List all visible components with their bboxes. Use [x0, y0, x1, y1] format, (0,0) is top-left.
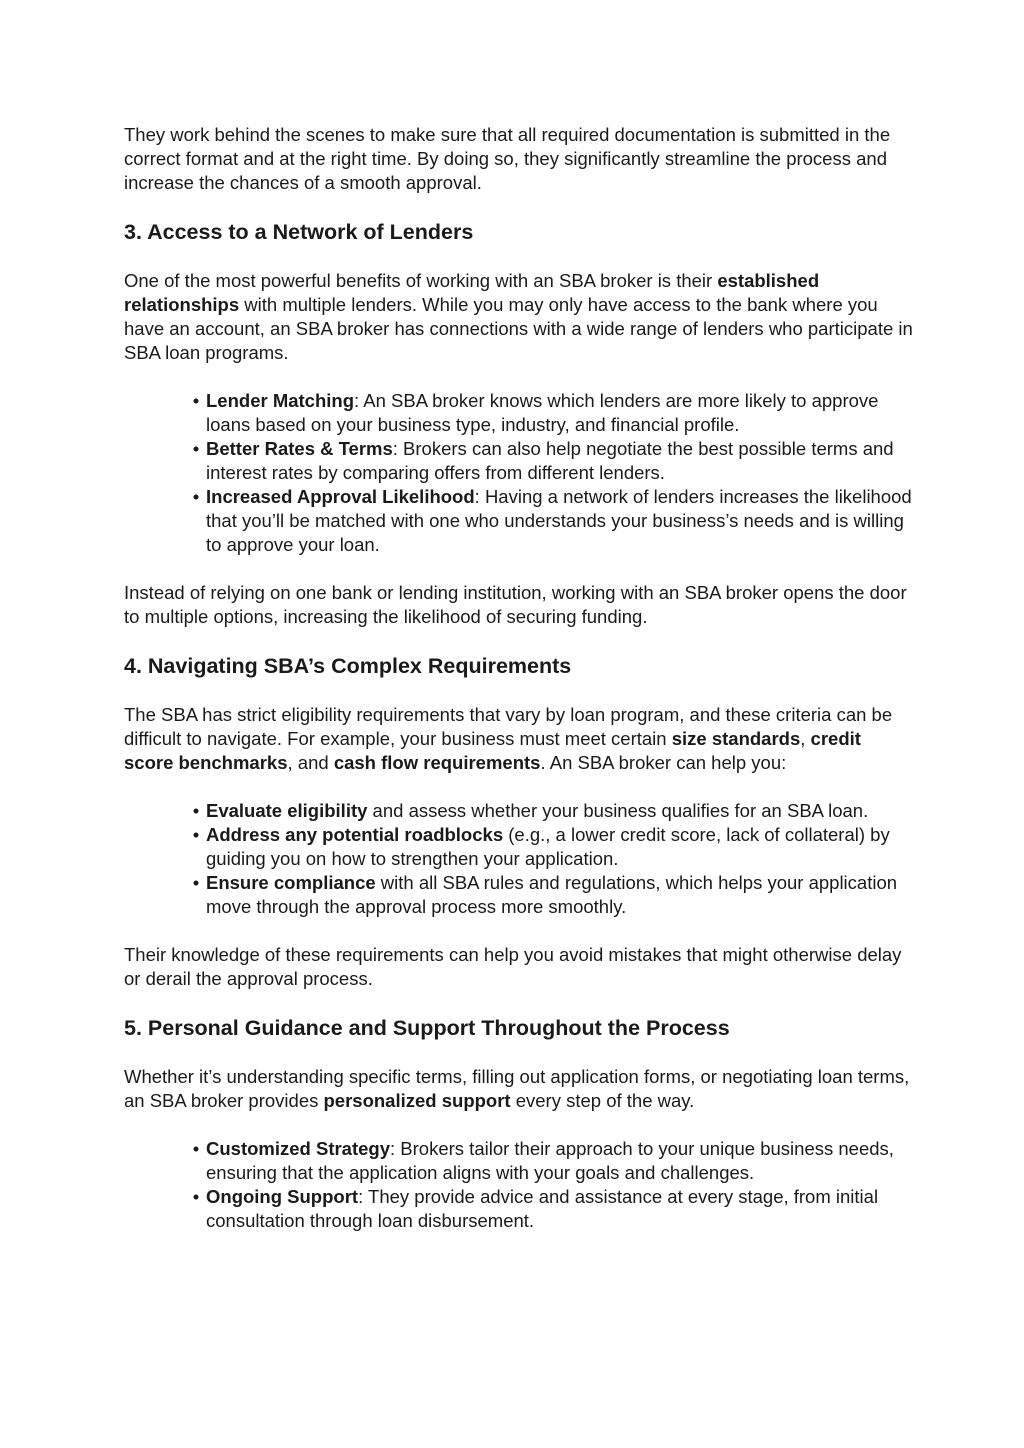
section-3-heading: 3. Access to a Network of Lenders: [124, 220, 474, 244]
bullet-icon: •: [192, 800, 200, 821]
bullet-text: : An SBA broker knows which lenders are more likely to approve loans based on your business type, industry, and financial profile.: [206, 390, 879, 435]
bullet-text: : They provide advice and assistance at every stage, from initial consultation through loan disbursement.: [206, 1186, 879, 1231]
text-run: . An SBA broker can help you:: [540, 752, 787, 773]
list-item: [124, 437, 914, 485]
bullet-icon: •: [192, 438, 200, 459]
bullet-text: : Having a network of lenders increases the likelihood that you’ll be matched with one who understands your business’s needs and is willing to approve your loan.: [206, 486, 912, 555]
section-3-closing: Instead of relying on one bank or lending institution, working with an SBA broker opens the door to multiple options, increasing the likelihood of securing funding.: [124, 582, 907, 627]
section-4-bullet-list: [124, 799, 914, 919]
section-5-bullet-list: [124, 1137, 914, 1233]
list-item: [124, 871, 914, 919]
list-item: [124, 1185, 914, 1233]
text-run: ,: [800, 728, 811, 749]
bullet-term: Ensure compliance: [206, 872, 376, 893]
bullet-text: and assess whether your business qualifies for an SBA loan.: [367, 800, 869, 821]
text-run: , and: [287, 752, 334, 773]
bullet-term: Lender Matching: [206, 390, 355, 411]
bold-phrase: personalized support: [323, 1090, 511, 1111]
section-4-paragraph: [124, 703, 914, 775]
section-4-closing: Their knowledge of these requirements can help you avoid mistakes that might otherwise delay or derail the approval process.: [124, 944, 902, 989]
bullet-text: (e.g., a lower credit score, lack of collateral) by guiding you on how to strengthen your application.: [206, 824, 890, 869]
bullet-icon: •: [192, 390, 200, 411]
list-item: [124, 799, 914, 823]
bullet-text: : Brokers can also help negotiate the best possible terms and interest rates by comparing offers from different lenders.: [206, 438, 894, 483]
text-run: with multiple lenders. While you may only have access to the bank where you have an account, an SBA broker has connections with a wide range of lenders who participate in SBA loan programs.: [124, 294, 913, 363]
bullet-term: Customized Strategy: [206, 1138, 391, 1159]
list-item: [124, 389, 914, 437]
section-5-heading: 5. Personal Guidance and Support Throughout the Process: [124, 1016, 730, 1040]
bullet-icon: •: [192, 1186, 200, 1207]
document-page: [124, 123, 914, 1257]
section-3-bullet-list: [124, 389, 914, 557]
bullet-text: : Brokers tailor their approach to your unique business needs, ensuring that the application aligns with your goals and challenges.: [206, 1138, 894, 1183]
bullet-term: Ongoing Support: [206, 1186, 359, 1207]
bold-phrase: established relationships: [124, 270, 820, 315]
bullet-term: Evaluate eligibility: [206, 800, 368, 821]
text-run: every step of the way.: [510, 1090, 695, 1111]
bullet-term: Address any potential roadblocks: [206, 824, 504, 845]
section-5-paragraph: [124, 1065, 914, 1113]
section-4-heading: 4. Navigating SBA’s Complex Requirements: [124, 654, 572, 678]
bold-phrase: cash flow requirements: [333, 752, 541, 773]
bullet-icon: •: [192, 486, 200, 507]
list-item: [124, 823, 914, 871]
text-run: The SBA has strict eligibility requirements that vary by loan program, and these criteria can be difficult to navigate. For example, your business must meet certain: [124, 704, 893, 749]
bullet-icon: •: [192, 1138, 200, 1159]
text-run: One of the most powerful benefits of working with an SBA broker is their: [124, 270, 718, 291]
bullet-icon: •: [192, 824, 200, 845]
list-item: [124, 1137, 914, 1185]
intro-paragraph: They work behind the scenes to make sure that all required documentation is submitted in the correct format and at the right time. By doing so, they significantly streamline the process and increase the chances of a smooth approval.: [124, 124, 891, 193]
list-item: [124, 485, 914, 557]
bullet-term: Better Rates & Terms: [206, 438, 393, 459]
text-run: Whether it’s understanding specific terms, filling out application forms, or negotiating loan terms, an SBA broker provides: [124, 1066, 910, 1111]
bold-phrase: size standards: [671, 728, 801, 749]
section-3-paragraph: [124, 269, 914, 365]
bullet-icon: •: [192, 872, 200, 893]
bullet-text: with all SBA rules and regulations, which helps your application move through the approval process more smoothly.: [206, 872, 898, 917]
bullet-term: Increased Approval Likelihood: [206, 486, 475, 507]
bold-phrase: credit score benchmarks: [124, 728, 861, 773]
